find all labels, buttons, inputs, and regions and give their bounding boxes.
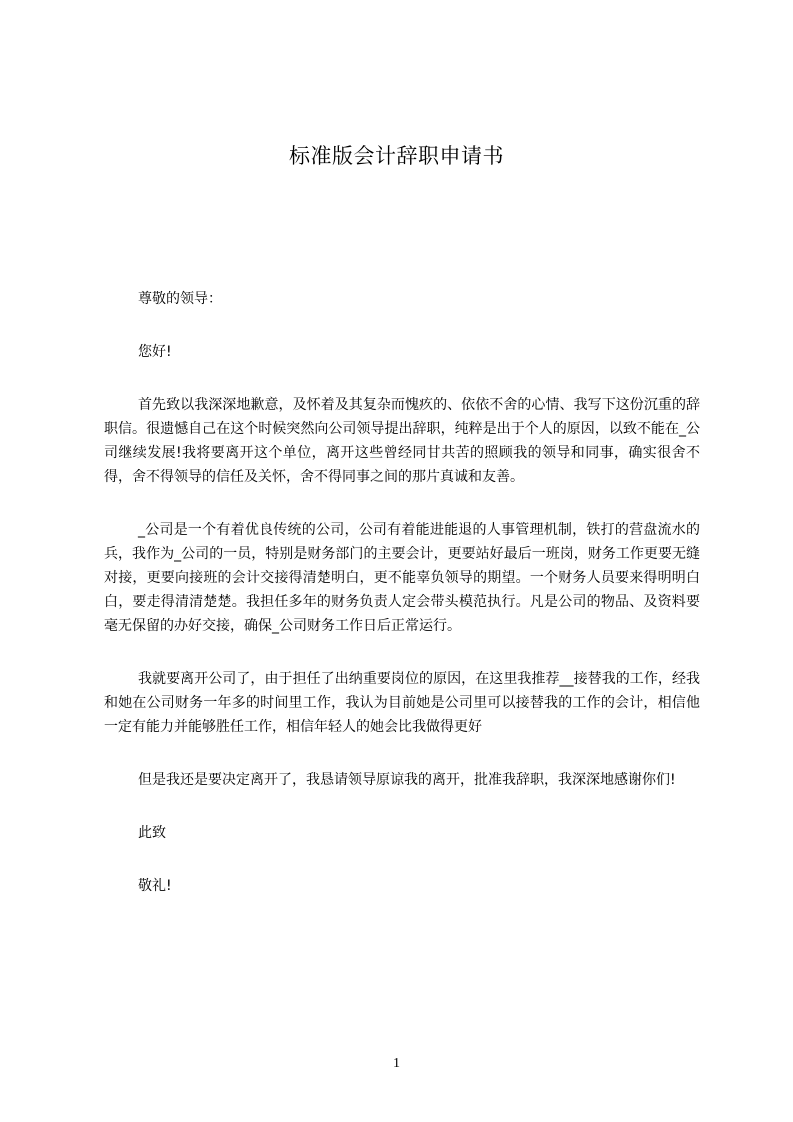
paragraph-recommendation: 我就要离开公司了，由于担任了出纳重要岗位的原因，在这里我推荐__接替我的工作，经我和她在公司财务一年多的时间里工作，我认为目前她是公司里可以接替我的工作的会计，相信他一定有能力并能够胜任工作，相信年轻人的她会比我做得更好: [104, 671, 700, 735]
page-number: 1: [393, 1056, 400, 1071]
document-title: 标准版会计辞职申请书: [289, 144, 504, 168]
paragraph-company: _公司是一个有着优良传统的公司，公司有着能进能退的人事管理机制，铁打的营盘流水的兵，我作为_公司的一员，特别是财务部门的主要会计，更要站好最后一班岗，财务工作更要无缝对接，更要向接班的会计交接得清楚明白，更不能辜负领导的期望。一个财务人员要来得明明白白，要走得清清楚楚。我担任多年的财务负责人定会带头模范执行。凡是公司的物品、及资料要毫无保留的办好交接，确保_公司财务工作日后正常运行。: [104, 522, 700, 634]
closing-jingli: 敬礼!: [138, 878, 172, 894]
letter-body: [104, 287, 700, 927]
salutation: 尊敬的领导：: [138, 291, 222, 307]
paragraph-thanks: 但是我还是要决定离开了，我恳请领导原谅我的离开，批准我辞职，我深深地感谢你们!: [138, 772, 676, 788]
closing-cizhi: 此致: [138, 825, 166, 841]
paragraph-apology: 首先致以我深深地歉意，及怀着及其复杂而愧疚的、依依不舍的心情、我写下这份沉重的辞职信。很遗憾自己在这个时候突然向公司领导提出辞职，纯粹是出于个人的原因，以致不能在_公司继续发展!我将要离开这个单位，离开这些曾经同甘共苦的照顾我的领导和同事，确实很舍不得，舍不得领导的信任及关怀，舍不得同事之间的那片真诚和友善。: [104, 397, 700, 485]
greeting: 您好!: [138, 344, 172, 360]
